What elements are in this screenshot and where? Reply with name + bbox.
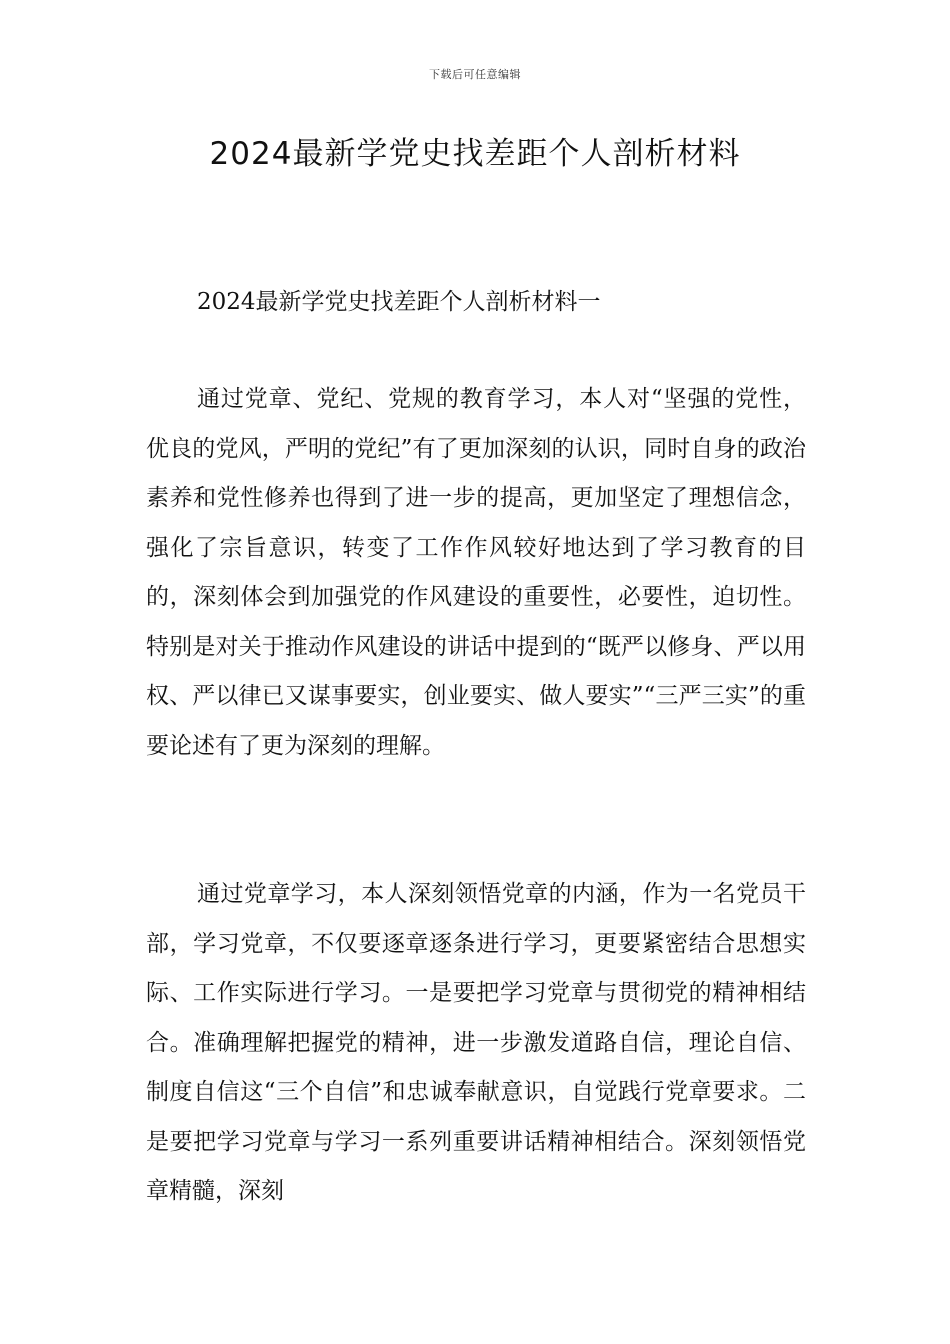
body-paragraph-2: 通过党章学习，本人深刻领悟党章的内涵，作为一名党员干部，学习党章，不仅要逐章逐条进行学习，更要紧密结合思想实际、工作实际进行学习。一是要把学习党章与贯彻党的精神相结合。准确理解把握党的精神，进一步激发道路自信，理论自信、制度自信这“三个自信”和忠诚奉献意识，自觉践行党章要求。二是要把学习党章与学习一系列重要讲话精神相结合。深刻领悟党章精髓，深刻	[146, 881, 806, 1204]
document-title: 2024最新学党史找差距个人剖析材料	[209, 136, 741, 172]
body-paragraph-1: 通过党章、党纪、党规的教育学习，本人对“坚强的党性，优良的党风，严明的党纪”有了更加深刻的认识，同时自身的政治素养和党性修养也得到了进一步的提高，更加坚定了理想信念，强化了宗旨意识，转变了工作作风较好地达到了学习教育的目的，深刻体会到加强党的作风建设的重要性，必要性，迫切性。特别是对关于推动作风建设的讲话中提到的“既严以修身、严以用权、严以律已又谋事要实，创业要实、做人要实”“三严三实”的重要论述有了更为深刻的理解。	[146, 386, 806, 759]
section-heading: 2024最新学党史找差距个人剖析材料一	[197, 289, 601, 315]
header-note: 下载后可任意编辑	[429, 68, 521, 81]
